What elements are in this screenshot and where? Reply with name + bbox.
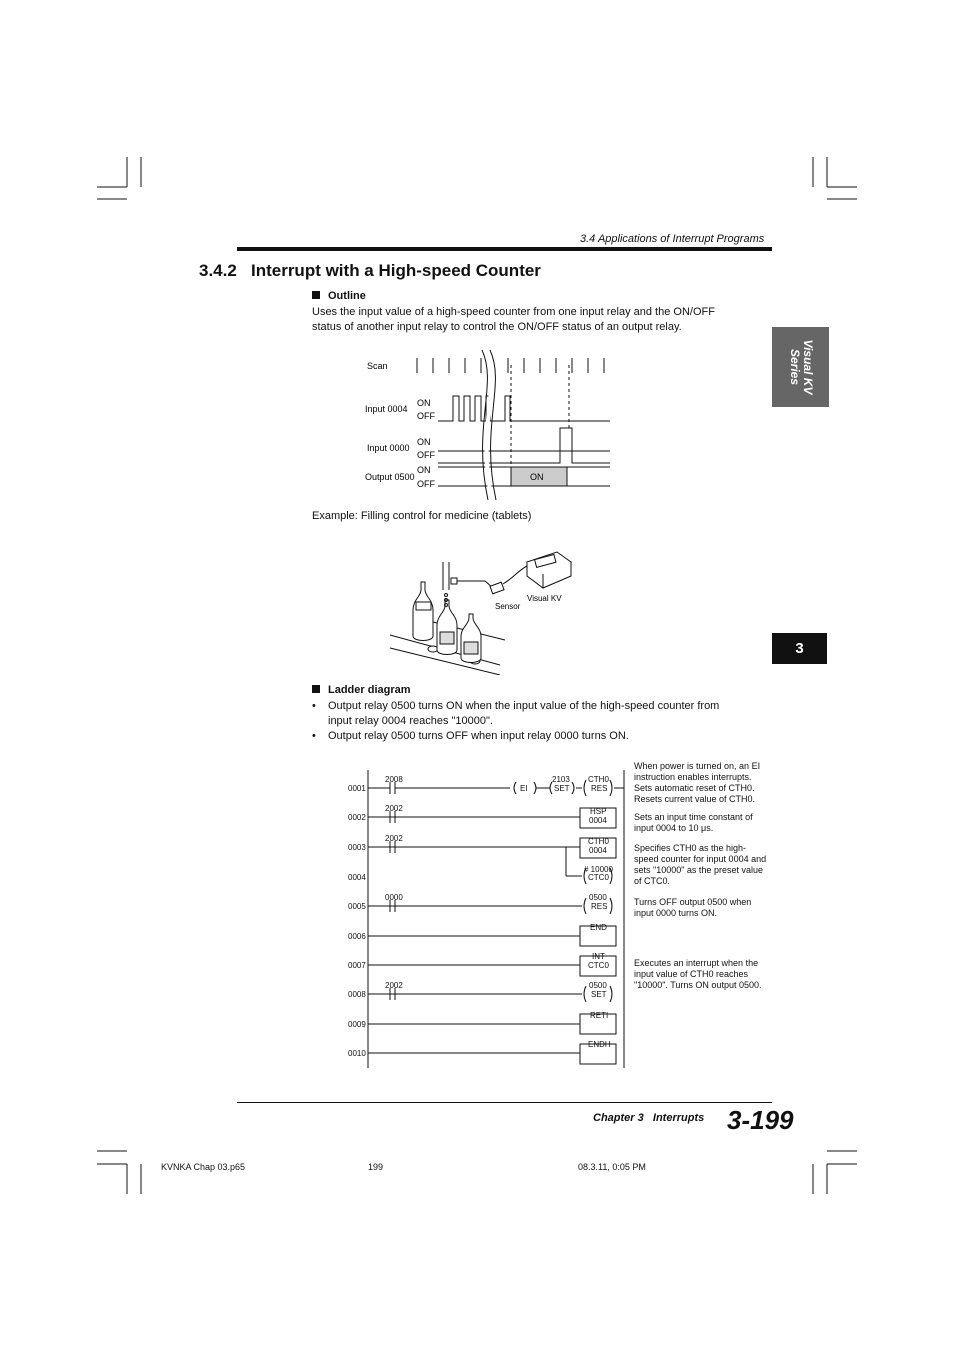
bullet-2: • Output relay 0500 turns OFF when input relay 0000 turns ON.: [312, 729, 742, 744]
cth0-top: CTH0: [588, 837, 609, 846]
off-label-2: OFF: [417, 450, 435, 460]
series-tab: [772, 327, 829, 407]
note-4: Turns OFF output 0500 when input 0000 turns ON.: [634, 897, 752, 918]
set0500-top: 0500: [589, 981, 607, 990]
row-num-0002: 0002: [348, 813, 366, 822]
visual-kv-label: Visual KV: [527, 594, 562, 603]
res0500-top: 0500: [589, 893, 607, 902]
ladder-bullets: [312, 699, 742, 744]
example-caption: Example: Filling control for medicine (tablets): [312, 510, 532, 522]
int-bot: CTC0: [588, 961, 609, 970]
row-num-0006: 0006: [348, 932, 366, 941]
row-label-output-0500: Output 0500: [365, 472, 415, 482]
note-2: Sets an input time constant of input 0004 to 10 μs.: [634, 812, 753, 833]
row-num-0008: 0008: [348, 990, 366, 999]
row-num-0007: 0007: [348, 961, 366, 970]
on-label-3: ON: [417, 465, 431, 475]
res0500-bot: RES: [591, 902, 608, 911]
int-top: INT: [592, 952, 605, 961]
chapter-tab: 3: [772, 633, 827, 664]
set-2103-top: 2103: [552, 775, 570, 784]
row-num-0003: 0003: [348, 843, 366, 852]
ctc0-bot: CTC0: [588, 873, 609, 882]
set-2103-bot: SET: [554, 784, 570, 793]
on-box-label: ON: [530, 472, 544, 482]
note-3: Specifies CTH0 as the high-speed counter for input 0004 and sets "10000" as the preset value of CTC0.: [634, 843, 767, 886]
note-5: Executes an interrupt when the input value of CTH0 reaches "10000". Turns ON output 0500.: [634, 958, 762, 990]
row-num-0010: 0010: [348, 1049, 366, 1058]
footer-rule: [237, 1102, 772, 1103]
ladder-diagram: [340, 760, 630, 1070]
row-num-0001: 0001: [348, 784, 366, 793]
slug-file: KVNKA Chap 03.p65: [161, 1162, 246, 1172]
series-tab-line1: Visual KV: [801, 339, 815, 395]
page-number: 3-199: [727, 1105, 794, 1135]
timing-diagram: [360, 345, 620, 505]
set0500-bot: SET: [591, 990, 607, 999]
on-label-2: ON: [417, 437, 431, 447]
reti-label: RETI: [590, 1011, 609, 1020]
contact-0000: 0000: [385, 893, 403, 902]
contact-2008: 2008: [385, 775, 403, 784]
slug-num: 199: [368, 1162, 384, 1172]
hsp-bot: 0004: [589, 816, 607, 825]
on-label-1: ON: [417, 398, 431, 408]
input-0004-wave: [438, 396, 610, 421]
cth0-res-bot: RES: [591, 784, 608, 793]
off-label-3: OFF: [417, 479, 435, 489]
ctc0-top: # 10000: [584, 865, 613, 874]
row-num-0005: 0005: [348, 902, 366, 911]
footer-chapter: Chapter 3 Interrupts: [593, 1112, 705, 1124]
end-label: END: [590, 923, 607, 932]
ladder-heading: Ladder diagram: [312, 684, 411, 696]
outline-body: Uses the input value of a high-speed counter from one input relay and the ON/OFF status of another input relay to control the ON/OFF status of an output relay.: [312, 306, 715, 333]
scan-label: Scan: [367, 361, 388, 371]
cth0-bot: 0004: [589, 846, 607, 855]
contact-2002-a: 2002: [385, 804, 403, 813]
note-1: When power is turned on, an EI instruction enables interrupts. Sets automatic reset of CTH0. Resets current value of CTH0.: [634, 761, 761, 804]
section-title: 3.4.2 Interrupt with a High-speed Counter: [199, 261, 541, 280]
cth0-res-top: CTH0: [588, 775, 609, 784]
sensor-label: Sensor: [495, 602, 521, 611]
section-ref: 3.4 Applications of Interrupt Programs: [580, 233, 765, 245]
row-num-0004: 0004: [348, 873, 366, 882]
header-rule: [237, 247, 772, 251]
row-num-0009: 0009: [348, 1020, 366, 1029]
outline-heading: Outline: [312, 290, 366, 302]
row-label-input-0004: Input 0004: [365, 404, 408, 414]
series-tab-line2: Series: [788, 348, 802, 386]
contact-2002-b: 2002: [385, 834, 403, 843]
off-label-1: OFF: [417, 411, 435, 421]
slug-date: 08.3.11, 0:05 PM: [578, 1162, 646, 1172]
row-label-input-0000: Input 0000: [367, 443, 410, 453]
hsp-top: HSP: [590, 807, 607, 816]
contact-2002-c: 2002: [385, 981, 403, 990]
bullet-1: • Output relay 0500 turns ON when the input value of the high-speed counter from input relay 0004 reaches "10000".: [312, 699, 742, 729]
endh-label: ENDH: [588, 1040, 611, 1049]
filling-illustration: [385, 540, 585, 675]
ei-label: EI: [520, 784, 528, 793]
input-0000-wave: [438, 428, 610, 463]
